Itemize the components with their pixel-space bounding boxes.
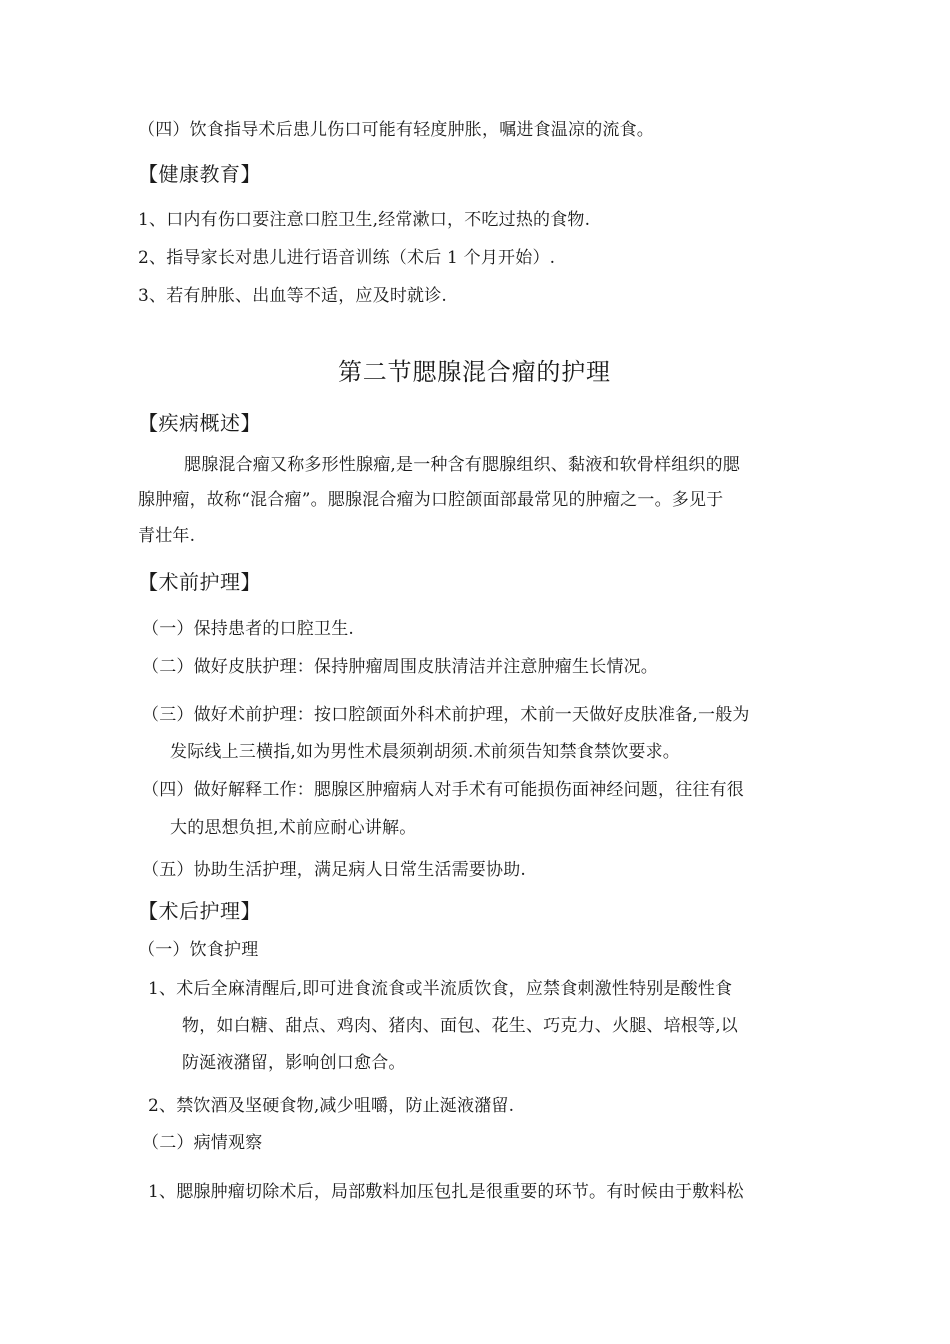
preop-item-3-line-1: （三）做好术前护理：按口腔颌面外科术前护理，术前一天做好皮肤准备,一般为 (142, 705, 750, 725)
disease-overview-heading: 【疾病概述】 (138, 411, 261, 435)
health-education-heading: 【健康教育】 (138, 162, 261, 186)
preop-item-1: （一）保持患者的口腔卫生. (142, 619, 355, 639)
preop-item-4-line-1: （四）做好解释工作：腮腺区肿瘤病人对手术有可能损伤面神经问题，往往有很 (142, 780, 744, 800)
postop-diet-item-1-line-1: 1、术后全麻清醒后,即可进食流食或半流质饮食，应禁食刺激性特别是酸性食 (148, 979, 733, 999)
postop-subheading-diet: （一）饮食护理 (138, 940, 259, 960)
preop-care-heading: 【术前护理】 (138, 570, 261, 594)
section-title: 第二节腮腺混合瘤的护理 (338, 358, 611, 386)
preop-item-4-line-2: 大的思想负担,术前应耐心讲解。 (170, 818, 417, 838)
postop-diet-item-1-line-3: 防涎液潴留，影响创口愈合。 (182, 1053, 406, 1073)
postop-diet-item-2: 2、禁饮酒及坚硬食物,减少咀嚼，防止涎液潴留. (148, 1096, 515, 1116)
postop-care-heading: 【术后护理】 (138, 899, 261, 923)
preop-item-5: （五）协助生活护理，满足病人日常生活需要协助. (142, 860, 527, 880)
health-item-2: 2、指导家长对患儿进行语音训练（术后 1 个月开始）. (138, 248, 556, 268)
preop-item-2: （二）做好皮肤护理：保持肿瘤周围皮肤清洁并注意肿瘤生长情况。 (142, 657, 658, 677)
overview-paragraph-line-2: 腺肿瘤，故称“混合瘤”。腮腺混合瘤为口腔颌面部最常见的肿瘤之一。多见于 (138, 490, 724, 510)
postop-observation-item-1: 1、腮腺肿瘤切除术后，局部敷料加压包扎是很重要的环节。有时候由于敷料松 (148, 1182, 744, 1202)
health-item-1: 1、口内有伤口要注意口腔卫生,经常漱口，不吃过热的食物. (138, 210, 591, 230)
overview-paragraph-line-1: 腮腺混合瘤又称多形性腺瘤,是一种含有腮腺组织、黏液和软骨样组织的腮 (184, 455, 741, 475)
health-item-3: 3、若有肿胀、出血等不适，应及时就诊. (138, 286, 448, 306)
overview-paragraph-line-3: 青壮年. (138, 526, 196, 546)
preop-item-3-line-2: 发际线上三横指,如为男性术晨须剃胡须.术前须告知禁食禁饮要求。 (170, 742, 681, 762)
postop-subheading-observation: （二）病情观察 (142, 1133, 263, 1153)
postop-diet-item-1-line-2: 物，如白糖、甜点、鸡肉、猪肉、面包、花生、巧克力、火腿、培根等,以 (182, 1016, 739, 1036)
diet-guidance-line: （四）饮食指导术后患儿伤口可能有轻度肿胀，嘱进食温凉的流食。 (138, 120, 654, 140)
